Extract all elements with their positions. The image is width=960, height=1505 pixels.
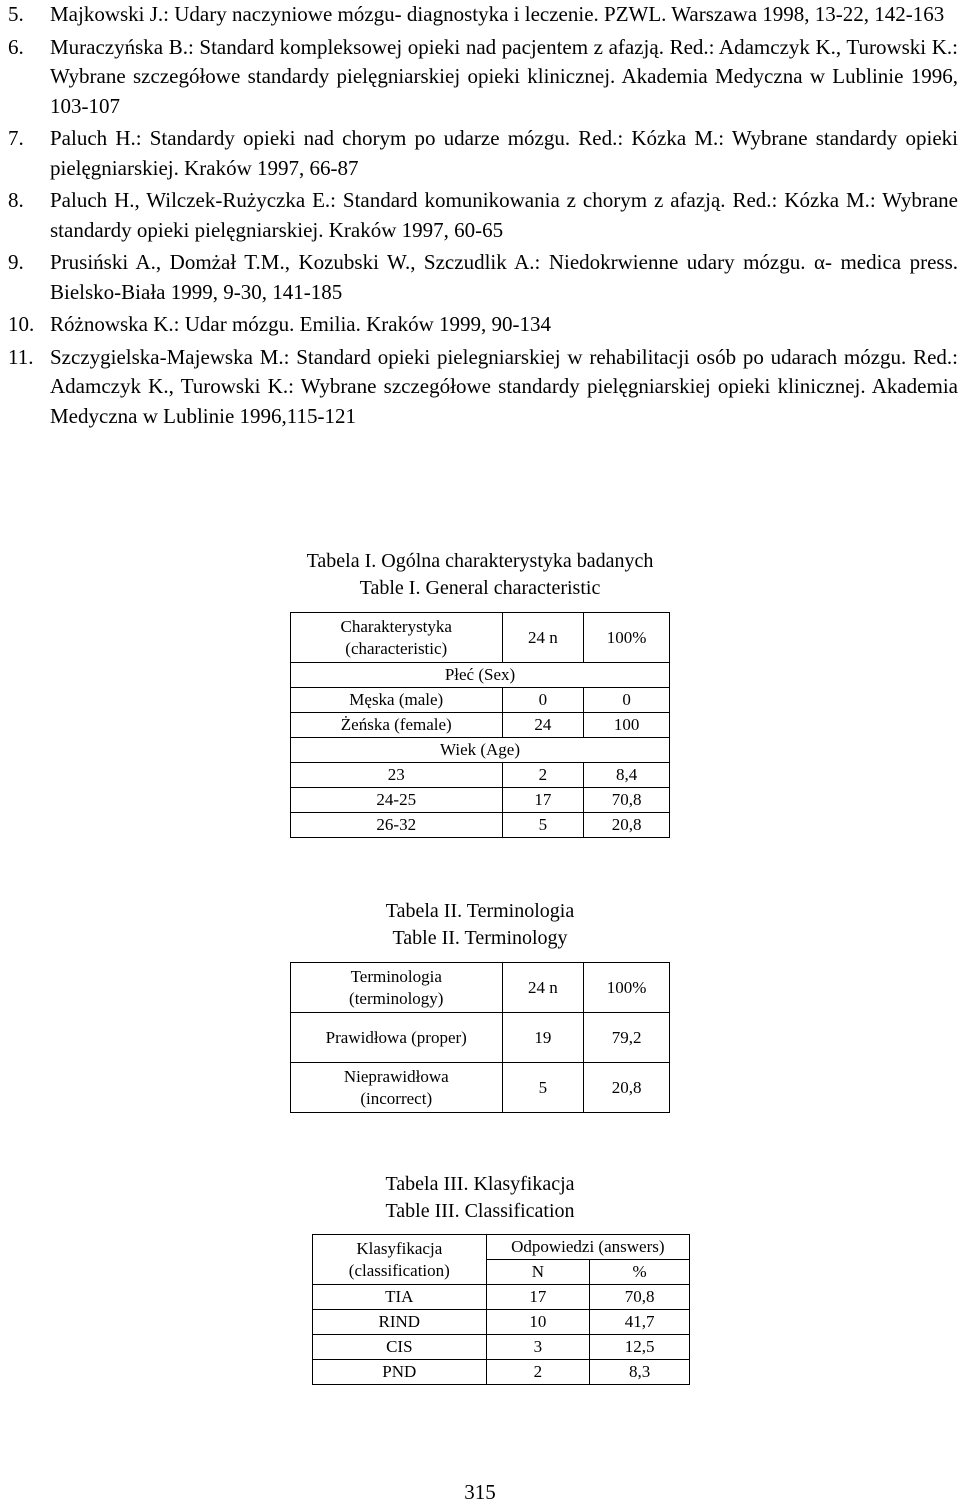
table1-caption-en: Table I. General characteristic — [359, 577, 601, 599]
header-answers: Odpowiedzi (answers) — [486, 1235, 689, 1260]
table-row: 26-32 5 20,8 — [291, 813, 670, 838]
reference-item — [8, 124, 958, 183]
table-row: CIS 3 12,5 — [313, 1335, 690, 1360]
reference-item — [8, 186, 958, 245]
table2-caption-en: Table II. Terminology — [392, 927, 568, 949]
reference-number: 11. — [8, 344, 34, 369]
header-classification: Klasyfikacja (classification) — [313, 1235, 487, 1285]
reference-number: 8. — [8, 188, 24, 212]
reference-text: Paluch H.: Standardy opieki nad chorym po udarze mózgu. Red.: Kózka M.: Wybrane standardy opieki pielęgniarskiej. Kraków 1997, 66-87 — [50, 126, 958, 180]
reference-item — [8, 0, 958, 30]
reference-number: 10. — [8, 312, 35, 336]
header-n: 24 n — [502, 963, 584, 1013]
page-number: 315 — [464, 1480, 496, 1504]
table-row: Prawidłowa (proper) 19 79,2 — [291, 1013, 670, 1063]
table3 — [312, 1234, 690, 1385]
header-percent: 100% — [584, 613, 670, 663]
reference-text: Szczygielska-Majewska M.: Standard opieki pielegniarskiej w rehabilitacji osób po udarach mózgu. Red.: Adamczyk K., Turowski K.: Wybrane szczegółowe standardy pielęgniarskiej opieki klinicznej. Akademia Medyczna w Lublinie 1996,115-121 — [50, 344, 958, 428]
section-row-age — [291, 738, 670, 763]
table-row: Męska (male) 0 0 — [291, 688, 670, 713]
table-row: Nieprawidłowa (incorrect) 5 20,8 — [291, 1063, 670, 1113]
table2-caption-pl: Tabela II. Terminologia — [385, 900, 575, 922]
reference-text: Paluch H., Wilczek-Rużyczka E.: Standard komunikowania z chorym z afazją. Red.: Kózka M.: Wybrane standardy opieki pielęgniarskiej. Kraków 1997, 60-65 — [50, 188, 958, 242]
section-label: Płeć (Sex) — [291, 663, 670, 688]
header-terminology: Terminologia (terminology) — [291, 963, 503, 1013]
header-percent: 100% — [584, 963, 670, 1013]
table1-caption-pl: Tabela I. Ogólna charakterystyka badanych — [306, 550, 654, 572]
reference-item — [8, 33, 958, 122]
table-header-row — [291, 963, 670, 1013]
reference-number: 7. — [8, 126, 24, 150]
reference-list — [8, 0, 958, 434]
section-label: Wiek (Age) — [291, 738, 670, 763]
header-n: N — [486, 1260, 590, 1285]
reference-item — [8, 248, 958, 307]
header-percent: % — [590, 1260, 690, 1285]
header-characteristic: Charakterystyka (characteristic) — [291, 613, 503, 663]
table-row: 23 2 8,4 — [291, 763, 670, 788]
table2 — [290, 962, 670, 1113]
reference-text: Prusiński A., Domżał T.M., Kozubski W., Szczudlik A.: Niedokrwienne udary mózgu. α- medica press. Bielsko-Biała 1999, 9-30, 141-185 — [50, 250, 958, 304]
reference-text: Majkowski J.: Udary naczyniowe mózgu- diagnostyka i leczenie. PZWL. Warszawa 1998, 13-22, 142-163 — [50, 2, 945, 26]
table-header-row — [313, 1235, 690, 1260]
reference-item — [8, 343, 958, 432]
table3-caption-en: Table III. Classification — [385, 1200, 575, 1222]
table-row: PND 2 8,3 — [313, 1360, 690, 1385]
reference-item — [8, 310, 958, 340]
reference-number: 5. — [8, 2, 24, 26]
table-header-row — [291, 613, 670, 663]
table1 — [290, 612, 670, 838]
table-row: RIND 10 41,7 — [313, 1310, 690, 1335]
reference-text: Różnowska K.: Udar mózgu. Emilia. Kraków 1999, 90-134 — [50, 312, 551, 336]
reference-number: 6. — [8, 34, 24, 59]
table3-caption-pl: Tabela III. Klasyfikacja — [385, 1173, 575, 1195]
reference-number: 9. — [8, 250, 24, 274]
table-row: 24-25 17 70,8 — [291, 788, 670, 813]
reference-text: Muraczyńska B.: Standard kompleksowej opieki nad pacjentem z afazją. Red.: Adamczyk K., Turowski K.: Wybrane szczegółowe standardy pielęgniarskiej opieki klinicznej. Akademia Medyczna w Lublinie 1996, 103-107 — [50, 34, 958, 118]
table-row: TIA 17 70,8 — [313, 1285, 690, 1310]
section-row-sex — [291, 663, 670, 688]
header-n: 24 n — [502, 613, 584, 663]
table-row: Żeńska (female) 24 100 — [291, 713, 670, 738]
